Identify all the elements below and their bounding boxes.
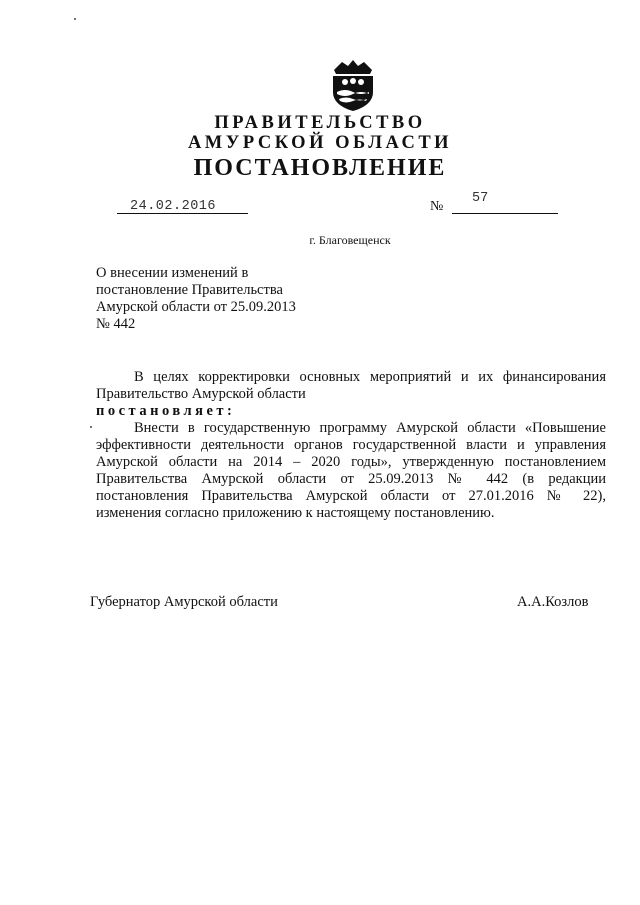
document-type-title: ПОСТАНОВЛЕНИЕ bbox=[193, 155, 447, 181]
number-underline bbox=[452, 213, 558, 214]
preamble-line: В целях корректировки основных мероприятий и их финансирования bbox=[134, 369, 606, 385]
document-date: 24.02.2016 bbox=[130, 199, 217, 214]
scan-speck bbox=[74, 18, 76, 20]
paragraph-line: постановления Правительства Амурской области от 27.01.2016 № 22), bbox=[96, 488, 606, 504]
paragraph-line: Правительства Амурской области от 25.09.2013 № 442 (в редакции bbox=[96, 471, 606, 487]
paragraph-line: Внести в государственную программу Амурской области «Повышение bbox=[134, 420, 606, 436]
subject-line: О внесении изменений в bbox=[96, 265, 249, 281]
resolution-paragraph bbox=[96, 420, 606, 522]
organization-name-line1: ПРАВИТЕЛЬСТВО bbox=[214, 113, 426, 133]
date-underline bbox=[117, 213, 248, 214]
preamble-line: Правительство Амурской области bbox=[96, 386, 306, 402]
paragraph-line: Амурской области на 2014 – 2020 годы», утвержденную постановлением bbox=[96, 454, 606, 470]
paragraph-line: изменения согласно приложению к настоящему постановлению. bbox=[96, 505, 495, 521]
amur-oblast-coat-of-arms-icon bbox=[328, 56, 378, 112]
subject-line: постановление Правительства bbox=[96, 282, 283, 298]
subject-line: № 442 bbox=[96, 316, 136, 332]
paragraph-line: эффективности деятельности органов государственной власти и управления bbox=[96, 437, 606, 453]
scan-speck bbox=[90, 426, 92, 428]
signatory-title: Губернатор Амурской области bbox=[90, 594, 278, 610]
subject-line: Амурской области от 25.09.2013 bbox=[96, 299, 296, 315]
signatory-name: А.А.Козлов bbox=[517, 594, 589, 610]
document-subject bbox=[96, 265, 336, 333]
resolves-heading: постановляет: bbox=[96, 403, 236, 419]
preamble-paragraph bbox=[96, 369, 606, 403]
city-name: г. Благовещенск bbox=[309, 233, 391, 247]
organization-name-line2: АМУРСКОЙ ОБЛАСТИ bbox=[187, 133, 453, 153]
document-number: 57 bbox=[472, 191, 489, 206]
number-sign: № bbox=[430, 199, 444, 214]
